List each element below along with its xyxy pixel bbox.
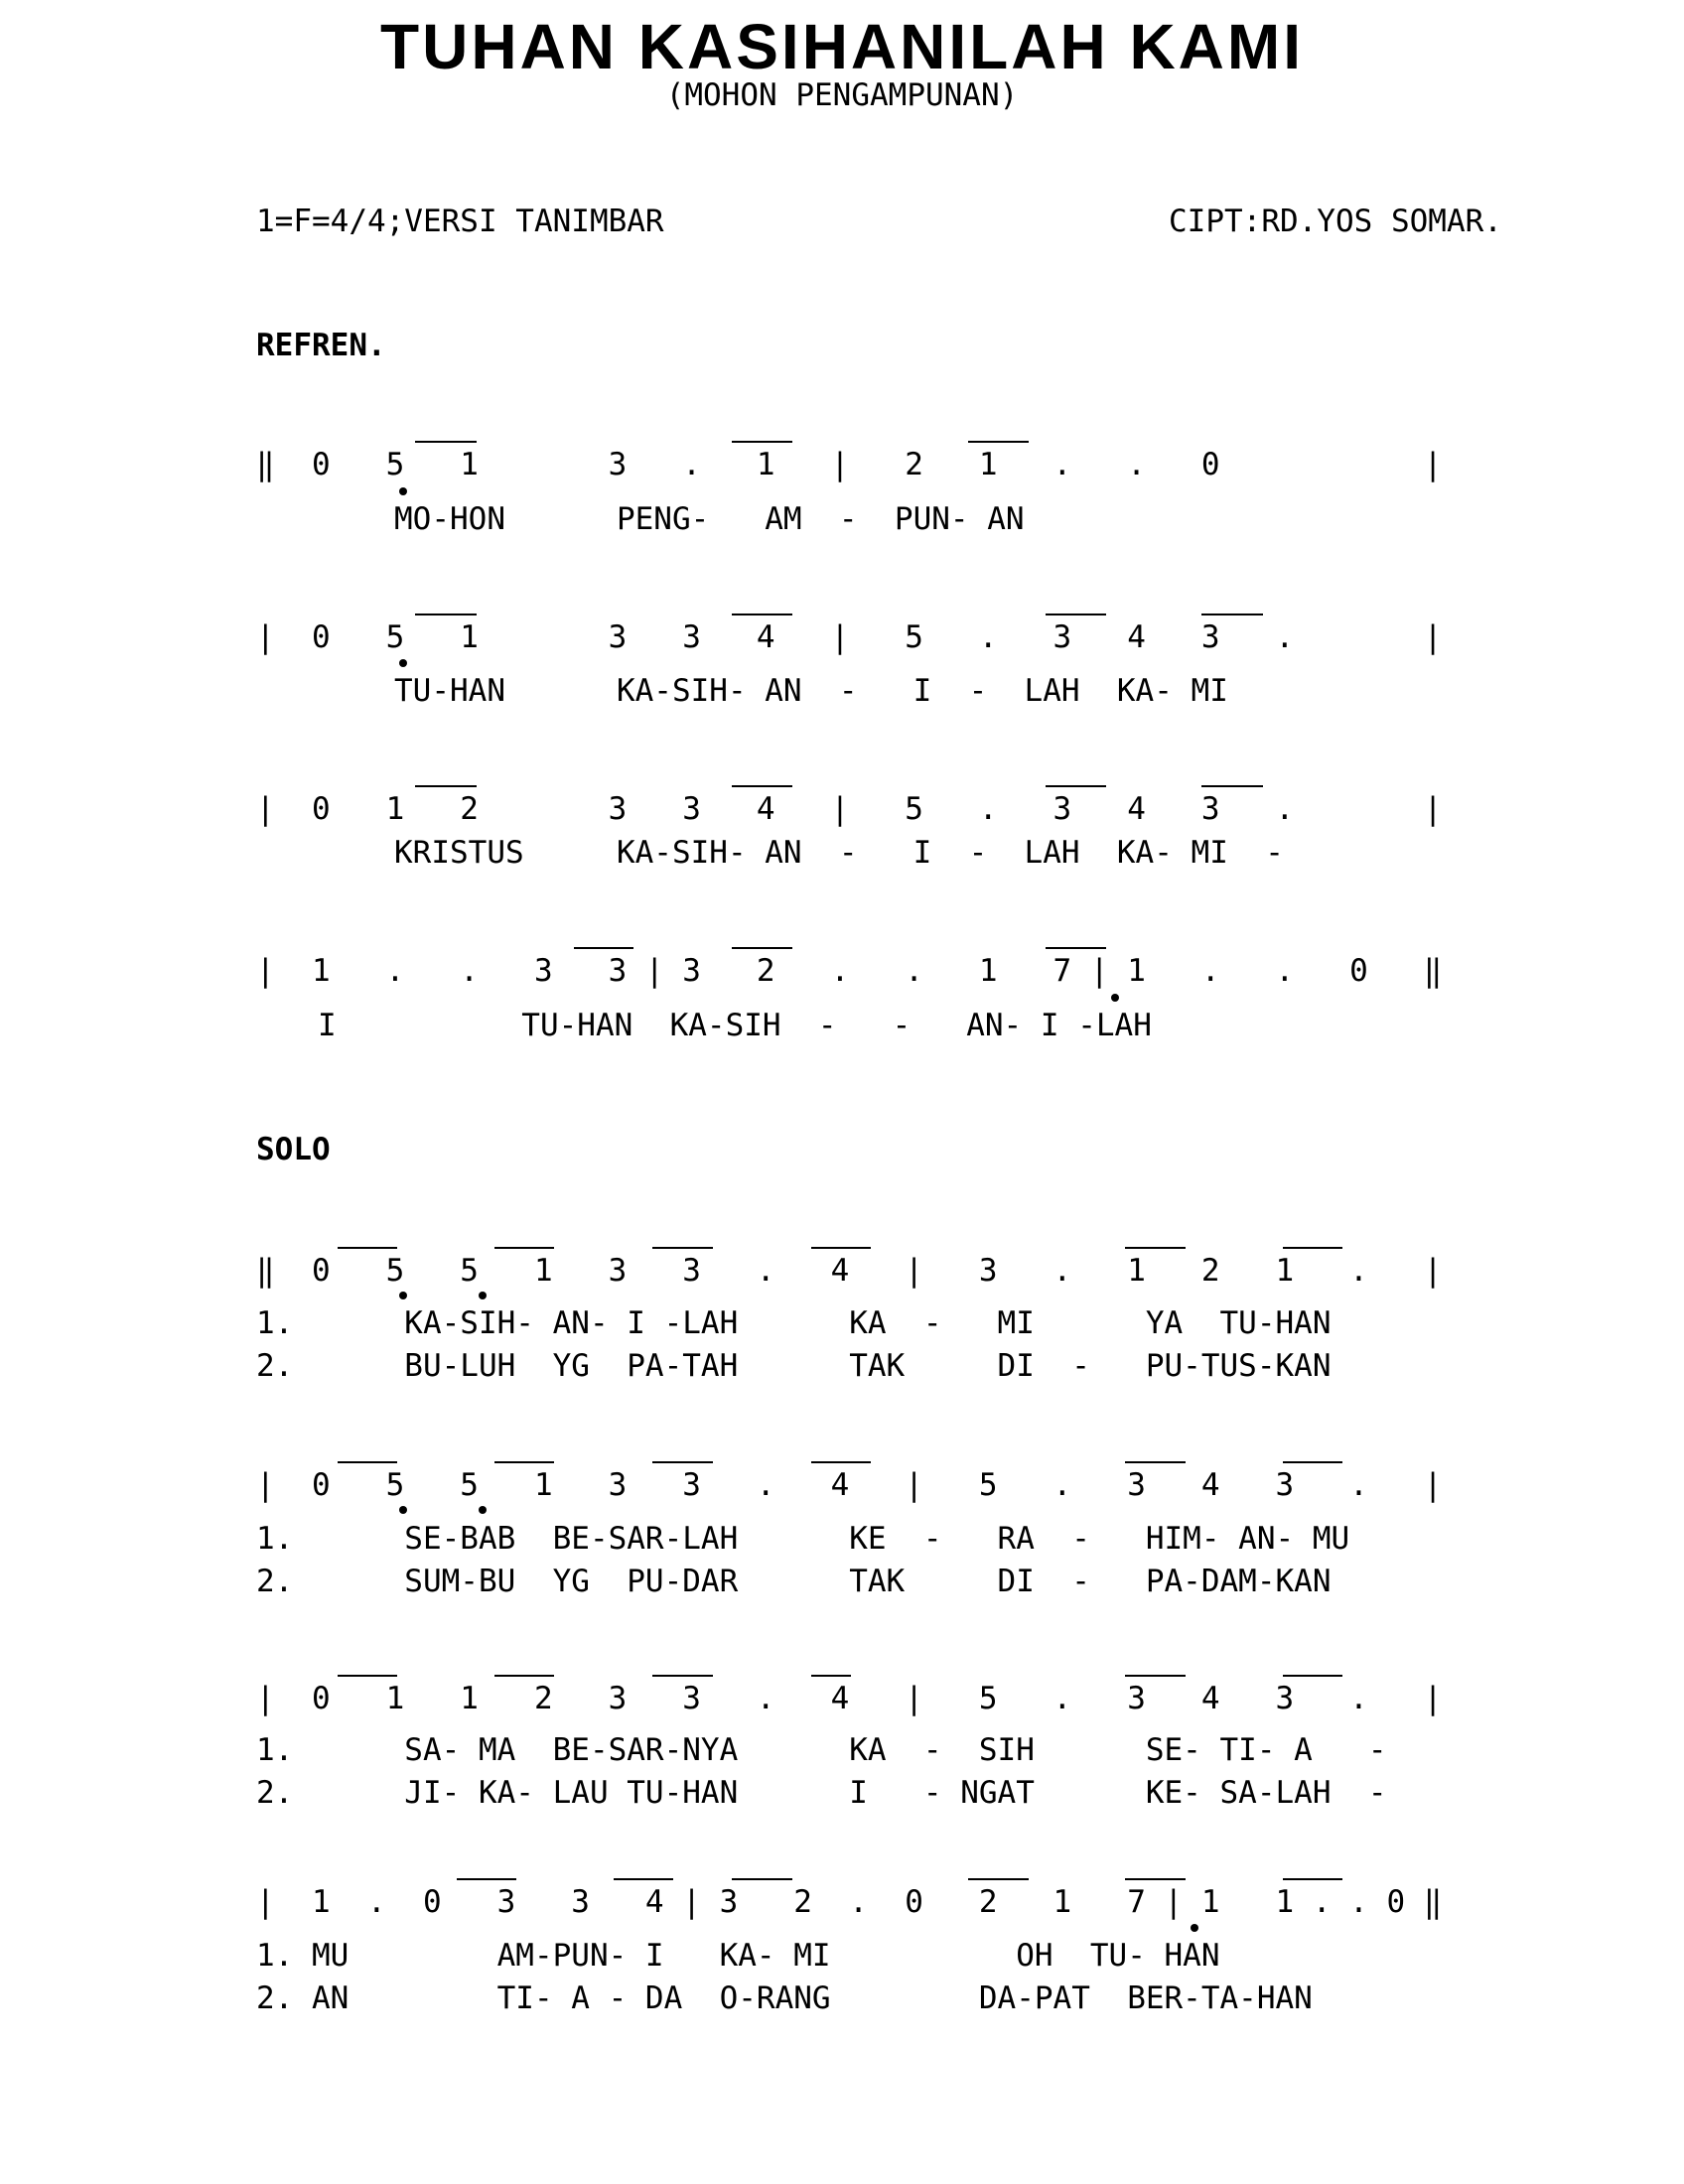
solo-line4-notes: | 1 . 0 3 3 4 | 3 2 . 0 2 1 7 | 1 1 . . 0 ‖: [256, 1884, 1443, 1920]
octave-dot-mark: [1191, 1924, 1198, 1932]
octave-dot-mark: [399, 1292, 407, 1299]
solo-line3-verse1: 1. SA- MA BE-SAR-NYA KA - SIH SE- TI- A -: [256, 1732, 1387, 1768]
refren-line2-notes: | 0 5 1 3 3 4 | 5 . 3 4 3 . |: [256, 619, 1443, 655]
refren-line3-lyrics: KRISTUS KA-SIH- AN - I - LAH KA- MI -: [394, 835, 1284, 871]
solo-line3-verse2: 2. JI- KA- LAU TU-HAN I - NGAT KE- SA-LAH -: [256, 1775, 1387, 1811]
solo-line1-notes: ‖ 0 5 5 1 3 3 . 4 | 3 . 1 2 1 . |: [256, 1253, 1443, 1289]
solo-line2-notes: | 0 5 5 1 3 3 . 4 | 5 . 3 4 3 . |: [256, 1467, 1443, 1503]
octave-dot-mark: [479, 1292, 487, 1299]
octave-dot-mark: [399, 487, 407, 495]
solo-line2-verse2: 2. SUM-BU YG PU-DAR TAK DI - PA-DAM-KAN: [256, 1564, 1332, 1599]
section-refren-heading: REFREN.: [256, 328, 386, 363]
solo-line2-verse1: 1. SE-BAB BE-SAR-LAH KE - RA - HIM- AN- MU: [256, 1521, 1350, 1557]
solo-line1-verse1: 1. KA-SIH- AN- I -LAH KA - MI YA TU-HAN: [256, 1305, 1332, 1341]
octave-dot-mark: [1111, 994, 1119, 1002]
refren-line1-notes: ‖ 0 5 1 3 . 1 | 2 1 . . 0 |: [256, 447, 1443, 482]
solo-line1-verse2: 2. BU-LUH YG PA-TAH TAK DI - PU-TUS-KAN: [256, 1348, 1332, 1384]
section-solo-heading: SOLO: [256, 1132, 331, 1167]
song-subtitle: (MOHON PENGAMPUNAN): [665, 77, 1019, 113]
refren-line4-lyrics: I TU-HAN KA-SIH - - AN- I -LAH: [318, 1008, 1152, 1043]
key-signature: 1=F=4/4;VERSI TANIMBAR: [256, 204, 664, 239]
octave-dot-mark: [479, 1506, 487, 1514]
refren-line2-lyrics: TU-HAN KA-SIH- AN - I - LAH KA- MI: [394, 673, 1228, 709]
composer-credit: CIPT:RD.YOS SOMAR.: [1169, 204, 1502, 239]
octave-dot-mark: [399, 659, 407, 667]
refren-line1-lyrics: MO-HON PENG- AM - PUN- AN: [394, 501, 1025, 537]
solo-line3-notes: | 0 1 1 2 3 3 . 4 | 5 . 3 4 3 . |: [256, 1681, 1443, 1716]
octave-dot-mark: [399, 1506, 407, 1514]
solo-line4-verse1: 1. MU AM-PUN- I KA- MI OH TU- HAN: [256, 1938, 1220, 1974]
refren-line4-notes: | 1 . . 3 3 | 3 2 . . 1 7 | 1 . . 0 ‖: [256, 953, 1443, 989]
refren-line3-notes: | 0 1 2 3 3 4 | 5 . 3 4 3 . |: [256, 791, 1443, 827]
solo-line4-verse2: 2. AN TI- A - DA O-RANG DA-PAT BER-TA-HAN: [256, 1980, 1313, 2016]
song-title: TUHAN KASIHANILAH KAMI: [380, 11, 1304, 82]
